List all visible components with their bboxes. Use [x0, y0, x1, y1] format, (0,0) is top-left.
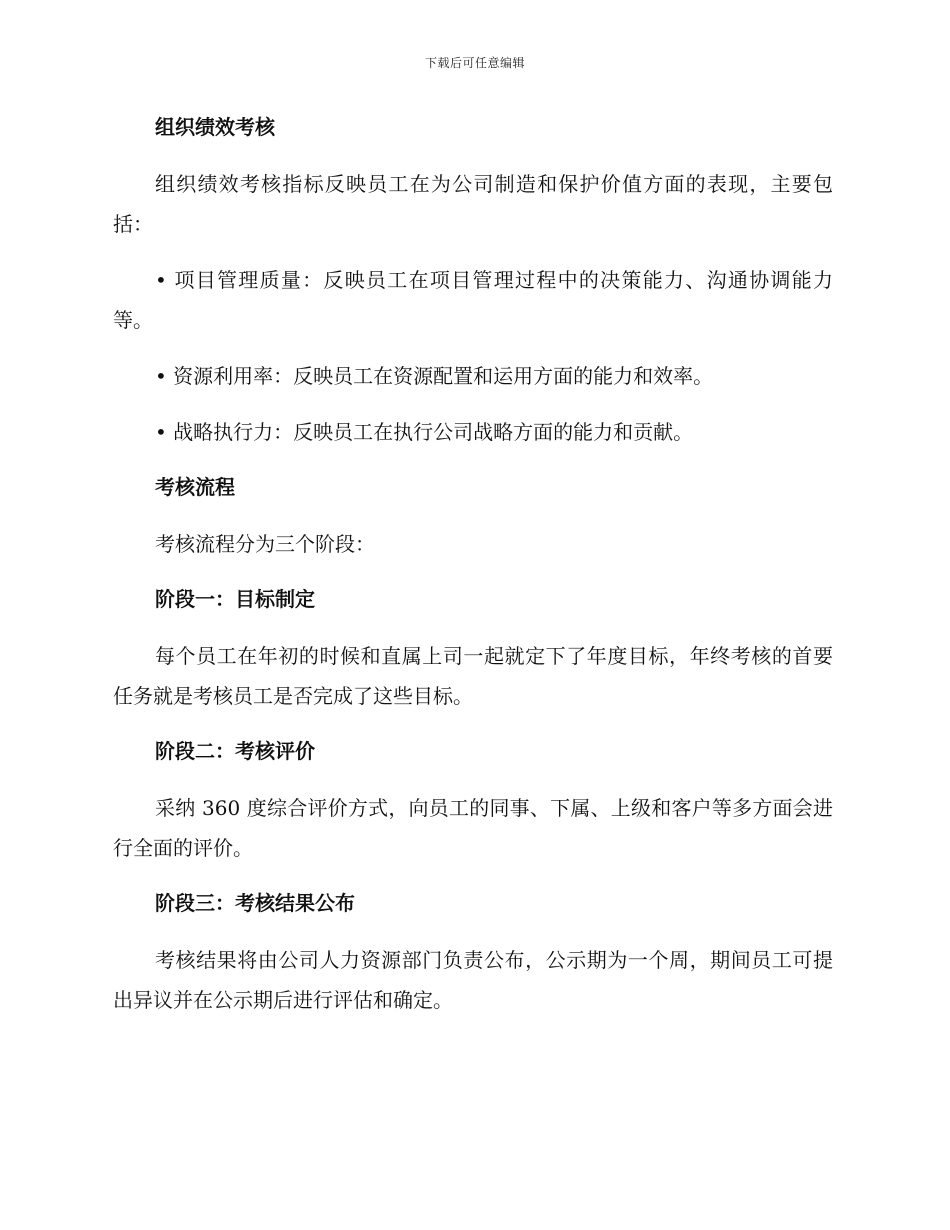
org-intro-paragraph: 组织绩效考核指标反映员工在为公司制造和保护价值方面的表现，主要包括： — [113, 172, 833, 236]
page-header: 下载后可任意编辑 — [424, 56, 525, 70]
bullet-resource-utilization: • 资源利用率：反映员工在资源配置和运用方面的能力和效率。 — [155, 364, 714, 388]
bullet-strategy-execution: • 战略执行力：反映员工在执行公司战略方面的能力和贡献。 — [155, 420, 694, 444]
process-intro-paragraph: 考核流程分为三个阶段： — [155, 532, 375, 556]
stage2-paragraph: 采纳 360 度综合评价方式，向员工的同事、下属、上级和客户等多方面会进行全面的评价。 — [113, 796, 833, 860]
stage1-paragraph: 每个员工在年初的时候和直属上司一起就定下了年度目标，年终考核的首要任务就是考核员工是否完成了这些目标。 — [113, 644, 833, 708]
stage1-heading: 阶段一：目标制定 — [155, 587, 315, 611]
document-body — [113, 108, 833, 1036]
section-heading-process: 考核流程 — [155, 475, 235, 499]
stage3-paragraph: 考核结果将由公司人力资源部门负责公布，公示期为一个周，期间员工可提出异议并在公示期后进行评估和确定。 — [113, 948, 833, 1012]
stage3-heading: 阶段三：考核结果公布 — [155, 891, 355, 915]
section-heading-org-performance: 组织绩效考核 — [155, 115, 275, 139]
bullet-project-management: • 项目管理质量：反映员工在项目管理过程中的决策能力、沟通协调能力等。 — [113, 268, 833, 332]
stage2-heading: 阶段二：考核评价 — [155, 739, 315, 763]
